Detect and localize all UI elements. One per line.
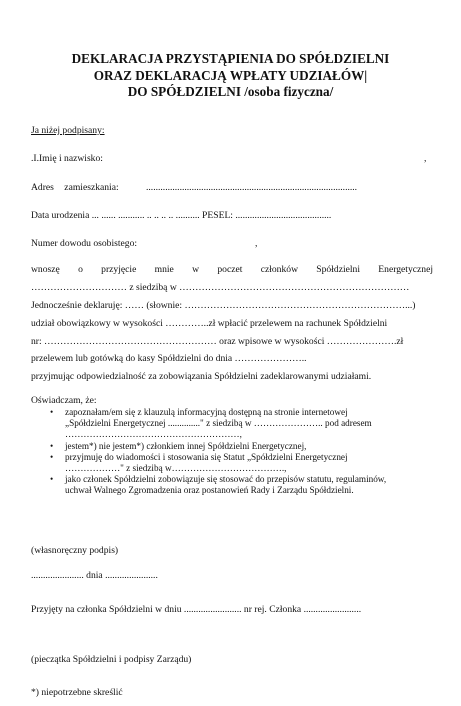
statement-item <box>31 452 441 474</box>
cash-line[interactable]: przelewem lub gotówką do kasy Spółdzielni do dnia ………………….. <box>31 353 307 364</box>
statement-item <box>31 474 441 496</box>
bullet-icon: • <box>50 407 54 417</box>
address-label: Adres zamieszkania: <box>31 182 119 193</box>
responsibility-line: przyjmując odpowiedzialność za zobowiązania Spółdzielni zadeklarowanymi udziałami. <box>31 371 372 382</box>
statement-line: jako członek Spółdzielni zobowiązuje się stosować do przepisów statutu, regulaminów, <box>65 474 387 485</box>
statement-line: …………………………………………………, <box>65 429 242 440</box>
footnote: *) niepotrzebne skreślić <box>31 687 123 698</box>
statement-line: ………………" z siedzibą w………………………………., <box>65 463 287 474</box>
id-number-comma: , <box>255 238 258 249</box>
document-title <box>0 51 461 101</box>
bullet-icon: • <box>50 451 54 462</box>
statement-line: przyjmuję do wiadomości i stosowania się Statut „Spółdzielni Energetycznej <box>65 451 348 462</box>
address-field[interactable]: ........................................................................................ <box>146 182 358 193</box>
bullet-icon: • <box>50 474 54 485</box>
stamp-caption: (pieczątka Spółdzielni i podpisy Zarządu) <box>31 654 192 665</box>
share-line[interactable]: udział obowiązkowy w wysokości …………..zł wpłacić przelewem na rachunek Spółdzielni <box>31 318 388 329</box>
bullet-icon: • <box>50 440 54 451</box>
name-label: .I.Imię i nazwisko: <box>31 153 103 164</box>
id-number-label: Numer dowodu osobistego: <box>31 238 138 249</box>
name-comma: , <box>424 153 427 164</box>
title-line-1: DEKLARACJA PRZYSTĄPIENIA DO SPÓŁDZIELNI <box>71 51 390 66</box>
own-signature-caption: (własnoręczny podpis) <box>31 545 119 556</box>
statement-item <box>31 441 441 452</box>
date-line[interactable]: ...................... dnia ...................... <box>31 570 158 581</box>
undersigned-label: Ja niżej podpisany: <box>31 125 105 136</box>
accepted-member-line[interactable]: Przyjęty na członka Spółdzielni w dniu ........................ nr rej. Członka ........................ <box>31 604 362 615</box>
statement-line: jestem*) nie jestem*) członkiem innej Spółdzielni Energetycznej, <box>65 440 307 451</box>
birth-pesel-line[interactable]: Data urodzenia ... ...... ........... .. .. .. .. .......... PESEL: ........................................ <box>31 210 332 221</box>
declare-line[interactable]: Jednocześnie deklaruję: …… (słownie: ……………………………………………………………...) <box>31 300 416 311</box>
request-line-1: wnoszę o przyjęcie mnie w poczet członków Spółdzielni Energetycznej <box>31 264 433 275</box>
statement-line: uchwał Walnego Zgromadzenia oraz postanowień Rady i Zarządu Spółdzielni. <box>65 485 354 496</box>
account-number-line[interactable]: nr: ……………………………………………… oraz wpisowe w wysokości ………………….zł <box>31 336 404 347</box>
title-line-2: ORAZ DEKLARACJĄ WPŁATY UDZIAŁÓW| <box>93 67 368 83</box>
statement-line: „Spółdzielni Energetycznej .............." z siedzibą w ………………….. pod adresem <box>65 418 372 429</box>
statement-item <box>31 407 441 441</box>
statement-line: zapoznałam/em się z klauzulą informacyjną dostępną na stronie internetowej <box>65 407 348 417</box>
statements-heading: Oświadczam, że: <box>31 395 97 406</box>
statements-list <box>31 407 441 497</box>
title-line-3: DO SPÓŁDZIELNI /osoba fizyczna/ <box>127 84 334 99</box>
request-line-2[interactable]: ………………………… z siedzibą w ……………………………………………………………… <box>31 282 410 293</box>
